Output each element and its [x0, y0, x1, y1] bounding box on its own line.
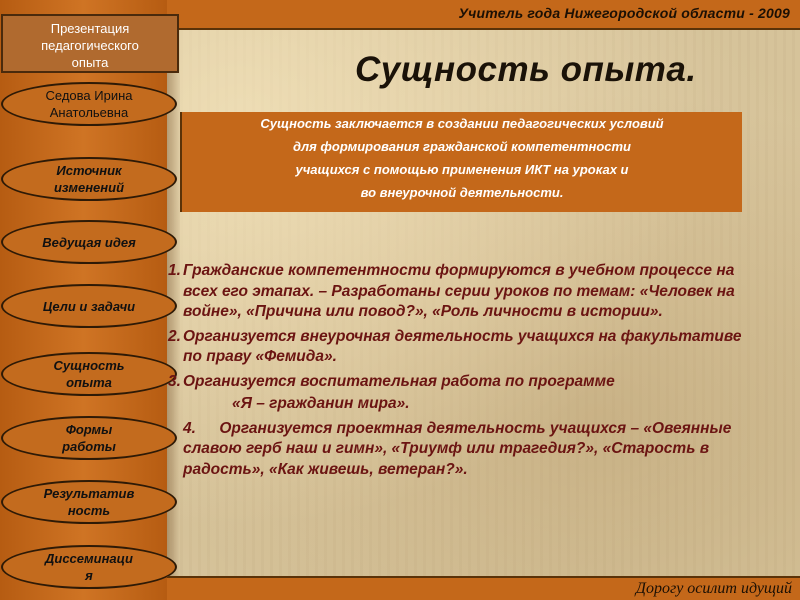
list-number: 1.: [168, 262, 181, 279]
essence-line: во внеурочной деятельности.: [360, 185, 564, 200]
nav-item-author[interactable]: [1, 82, 177, 126]
list-item: [168, 372, 758, 393]
list-text: «Я – гражданин мира».: [232, 395, 410, 412]
list-item: [168, 419, 758, 481]
list-item-continuation: [168, 394, 758, 415]
essence-line: Сущность заключается в создании педагогических условий: [260, 116, 664, 131]
nav-label: Результатив: [43, 486, 135, 501]
nav-label: Седова Ирина: [45, 88, 133, 103]
nav-item-goals[interactable]: [1, 284, 177, 328]
footer-motto: Дорогу осилит идущий: [635, 580, 792, 597]
header-title: Учитель года Нижегородской области - 2009: [458, 5, 790, 21]
nav-item-dissemination[interactable]: [1, 545, 177, 589]
slide-title: Сущность опыта.: [355, 50, 697, 89]
nav-label: Анатольевна: [49, 105, 129, 120]
nav-label: Цели и задачи: [42, 298, 136, 314]
list-item: [168, 261, 758, 323]
presentation-line: педагогического: [41, 38, 139, 53]
essence-line: учащихся с помощью применения ИКТ на уроках и: [295, 162, 629, 177]
nav-label: Диссеминаци: [45, 551, 133, 566]
essence-line: для формирования гражданской компетентности: [293, 139, 631, 154]
list-number: 3.: [168, 372, 181, 390]
nav-label: Формы: [65, 422, 113, 437]
list-text: Организуется внеурочная деятельность учащихся на факультативе по праву «Фемида».: [183, 327, 742, 365]
nav-label: работы: [62, 439, 116, 454]
nav-label: изменений: [53, 180, 125, 195]
list-text: Организуется воспитательная работа по программе: [183, 372, 615, 390]
nav-label: Сущность: [53, 358, 125, 373]
numbered-list: [168, 261, 758, 484]
list-number: 2.: [168, 327, 181, 345]
list-number: 4.: [183, 419, 196, 437]
nav-label: Ведущая идея: [42, 234, 136, 250]
list-text: Организуется проектная деятельность учащихся – «Овеянные славою герб наш и гимн», «Триумф или трагедия?», «Старость в радость», «Как живешь, ветеран?».: [183, 419, 732, 478]
nav-item-essence[interactable]: [1, 352, 177, 396]
footer-bar: [167, 576, 800, 600]
nav-item-leading-idea[interactable]: [1, 220, 177, 264]
nav-label: я: [85, 568, 93, 583]
nav-item-forms-of-work[interactable]: [1, 416, 177, 460]
nav-label: опыта: [66, 375, 112, 390]
nav-item-results[interactable]: [1, 480, 177, 524]
nav-label: ность: [67, 503, 111, 518]
presentation-label: [1, 14, 179, 73]
list-item: [168, 327, 758, 368]
nav-label: Источник: [56, 163, 122, 178]
presentation-line: Презентация: [50, 21, 130, 36]
header-bar: [167, 0, 800, 30]
list-text: Гражданские компетентности формируются в учебном процессе на всех его этапах. – Разработаны серии уроков по темам: «Человек на войне», «Причина или повод?», «Роль личности в истории».: [183, 262, 735, 320]
presentation-line: опыта: [71, 55, 109, 70]
essence-box: [180, 112, 742, 212]
nav-item-source-of-change[interactable]: [1, 157, 177, 201]
